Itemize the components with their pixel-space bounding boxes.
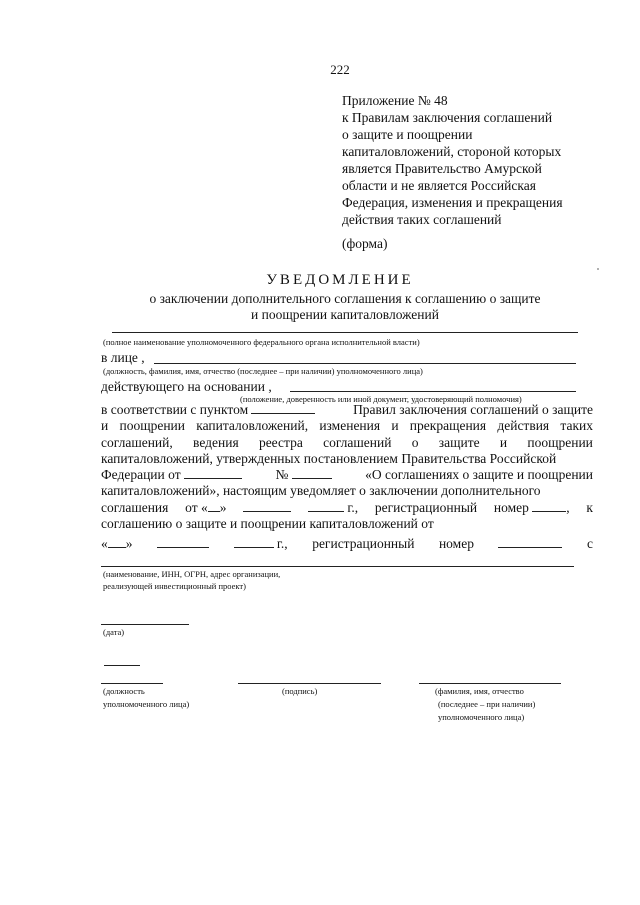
word: капиталовложений, (196, 418, 309, 434)
organization-field-line[interactable] (101, 566, 574, 567)
organization-caption-line: (наименование, ИНН, ОГРН, адрес организации, (103, 569, 281, 579)
word: и (499, 434, 508, 450)
appendix-line: к Правилам заключения соглашений (342, 110, 553, 125)
word: соглашений, (101, 434, 173, 450)
decree-date-blank[interactable] (184, 467, 242, 479)
organization-caption-line: реализующей инвестиционный проект) (103, 581, 246, 591)
text-span: Правил заключения соглашений о защите (353, 402, 593, 417)
in-person-field-line[interactable] (154, 363, 576, 364)
text-span: регистрационный (374, 499, 478, 515)
month-blank[interactable] (243, 500, 291, 512)
full-name-caption-line: уполномоченного лица) (438, 712, 525, 722)
word: и (101, 418, 109, 434)
paragraph-line (101, 467, 593, 483)
word: ведения (193, 434, 239, 450)
position-caption-line: (должность (103, 686, 145, 696)
text-span: « (101, 536, 108, 552)
acting-basis-field-line[interactable] (290, 391, 576, 392)
date-caption: (дата) (103, 627, 125, 637)
decree-number-blank[interactable] (292, 467, 332, 479)
text-span: капиталовложений, утвержденных постановлением Правительства Российской (101, 450, 557, 466)
appendix-line: области и не является Российская (342, 178, 536, 193)
text-span: регистрационный (312, 536, 415, 552)
subtitle-line: о заключении дополнительного соглашения к соглашению о защите (149, 291, 541, 306)
basis-caption: (положение, доверенность или иной документ, удостоверяющий полномочия) (240, 394, 522, 404)
text-span: № (275, 467, 289, 483)
clause-number-blank[interactable] (251, 402, 315, 414)
text-span: соглашения (101, 499, 169, 515)
full-name-caption-line: (фамилия, имя, отчество (435, 686, 524, 696)
word: поощрении (527, 434, 593, 450)
text-span: «О соглашениях о защите и поощрении (365, 467, 593, 483)
main-paragraph (101, 402, 593, 553)
paragraph-line (101, 516, 593, 532)
appendix-line: действия таких соглашений (342, 212, 502, 227)
word: изменения (319, 418, 381, 434)
appendix-line: Федерация, изменения и прекращения (342, 195, 563, 210)
day-blank[interactable] (108, 536, 126, 548)
signature-caption: (подпись) (282, 686, 318, 696)
year-blank[interactable] (308, 500, 344, 512)
appendix-line: капиталовложений, стороной которых (342, 144, 562, 159)
text-span: с (587, 536, 593, 552)
word: защите (438, 434, 480, 450)
org-name-caption: (полное наименование уполномоченного федерального органа исполнительной власти) (103, 337, 420, 347)
word: реестра (258, 434, 303, 450)
year-blank[interactable] (234, 536, 274, 548)
word: и (391, 418, 399, 434)
reg-number-blank[interactable] (498, 536, 562, 548)
text-span: в соответствии с пунктом (101, 402, 249, 417)
text-span: от « (185, 499, 208, 515)
text-span: соглашению о защите и поощрении капиталовложений от (101, 516, 434, 532)
acting-basis-label: действующего на основании , (101, 379, 272, 394)
reg-number-blank[interactable] (532, 500, 566, 512)
text-span: Федерации от (101, 467, 181, 483)
paragraph-line (101, 435, 593, 451)
appendix-line: является Правительство Амурской (342, 161, 542, 176)
paragraph-line (101, 402, 593, 418)
word: о (411, 434, 419, 450)
paragraph-line (101, 418, 593, 434)
word: таких (560, 418, 593, 434)
full-name-caption-line: (последнее – при наличии) (438, 699, 536, 709)
word: прекращения (409, 418, 487, 434)
paragraph-line (101, 500, 593, 516)
text-span: номер (493, 499, 529, 515)
paragraph-line (101, 451, 593, 467)
page-number: 222 (330, 62, 350, 77)
full-name-signature-line[interactable] (419, 683, 561, 684)
position-caption: (должность, фамилия, имя, отчество (последнее – при наличии) уполномоченного лица) (103, 366, 423, 376)
word: соглашений (323, 434, 392, 450)
subtitle-line: и поощрении капиталовложений (251, 307, 439, 322)
text-span: г., (347, 499, 359, 515)
text-span: к (586, 499, 593, 515)
word: действия (497, 418, 550, 434)
signature-stub-line (104, 665, 140, 666)
text-span: г., (276, 536, 288, 552)
appendix-block (342, 92, 592, 228)
text-span: » (125, 536, 133, 552)
document-subtitle (0, 291, 640, 323)
text-span: капиталовложений», настоящим уведомляет о заключении дополнительного (101, 483, 541, 499)
position-caption-line: уполномоченного лица) (103, 699, 190, 709)
signature-line[interactable] (238, 683, 381, 684)
text-span: » (219, 499, 227, 515)
appendix-line: о защите и поощрении (342, 127, 473, 142)
scan-speck (597, 268, 599, 270)
in-person-label: в лице , (101, 350, 145, 365)
paragraph-line (101, 536, 593, 552)
month-blank[interactable] (157, 536, 209, 548)
text-span: номер (438, 536, 474, 552)
org-name-field-line[interactable] (112, 332, 578, 333)
appendix-line: Приложение № 48 (342, 93, 448, 108)
paragraph-line (101, 483, 593, 499)
text-span: , (566, 499, 570, 515)
position-signature-line[interactable] (101, 683, 163, 684)
word: поощрении (119, 418, 186, 434)
day-blank[interactable] (208, 500, 220, 512)
date-field-line[interactable] (101, 624, 189, 625)
document-title: УВЕДОМЛЕНИЕ (266, 272, 414, 288)
form-label: (форма) (342, 236, 388, 251)
